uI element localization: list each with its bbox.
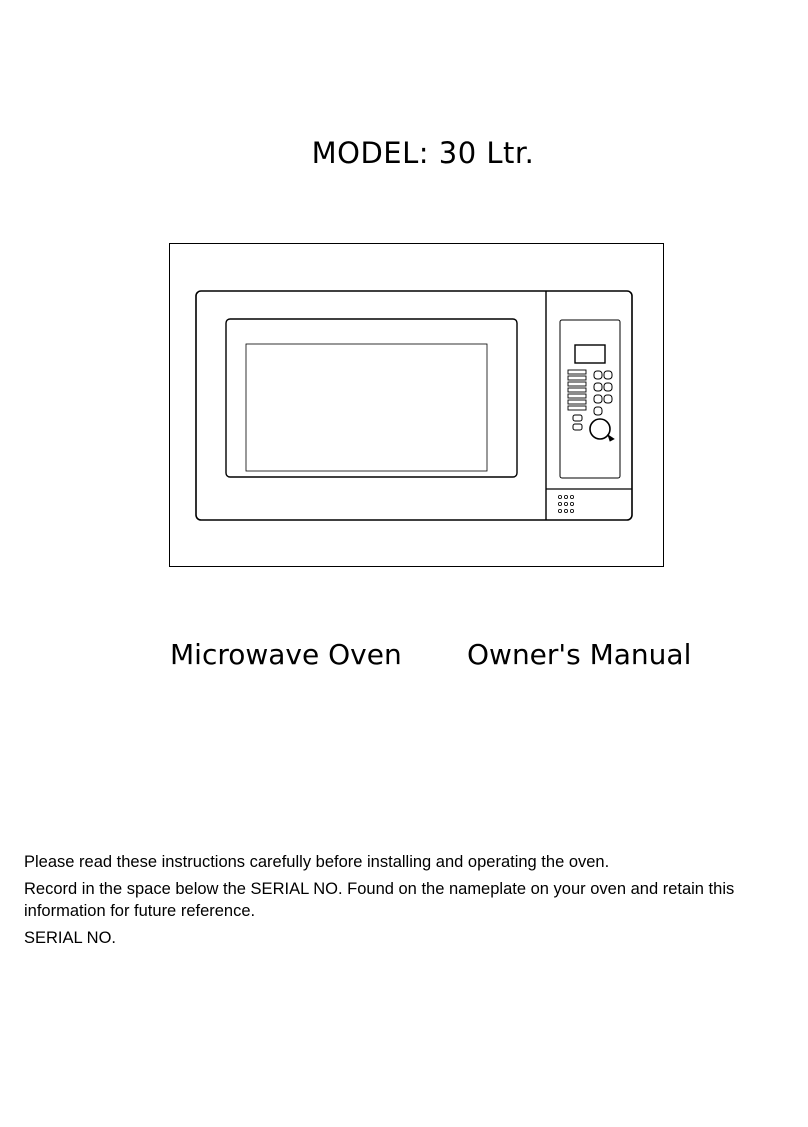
dial-pointer	[608, 435, 614, 441]
model-title: MODEL: 30 Ltr.	[311, 136, 535, 170]
microwave-oven-illustration	[169, 243, 664, 567]
oven-door	[226, 319, 517, 477]
dial-knob	[590, 419, 610, 439]
illustration-frame	[170, 244, 664, 567]
display-screen	[575, 345, 605, 363]
door-window	[246, 344, 487, 471]
round-buttons	[594, 371, 612, 415]
product-name: Microwave Oven	[170, 638, 402, 671]
control-panel	[560, 320, 620, 478]
manual-name: Owner's Manual	[467, 638, 692, 671]
start-buttons	[573, 415, 582, 430]
record-notice: Record in the space below the SERIAL NO. Found on the nameplate on your oven and retain this information for future reference.	[24, 880, 735, 920]
oven-body	[196, 291, 632, 520]
function-buttons	[568, 370, 586, 410]
read-notice: Please read these instructions carefully before installing and operating the oven.	[24, 853, 610, 871]
serial-label: SERIAL NO.	[24, 929, 116, 947]
instructions-block	[24, 851, 796, 954]
vent-holes	[558, 495, 573, 512]
